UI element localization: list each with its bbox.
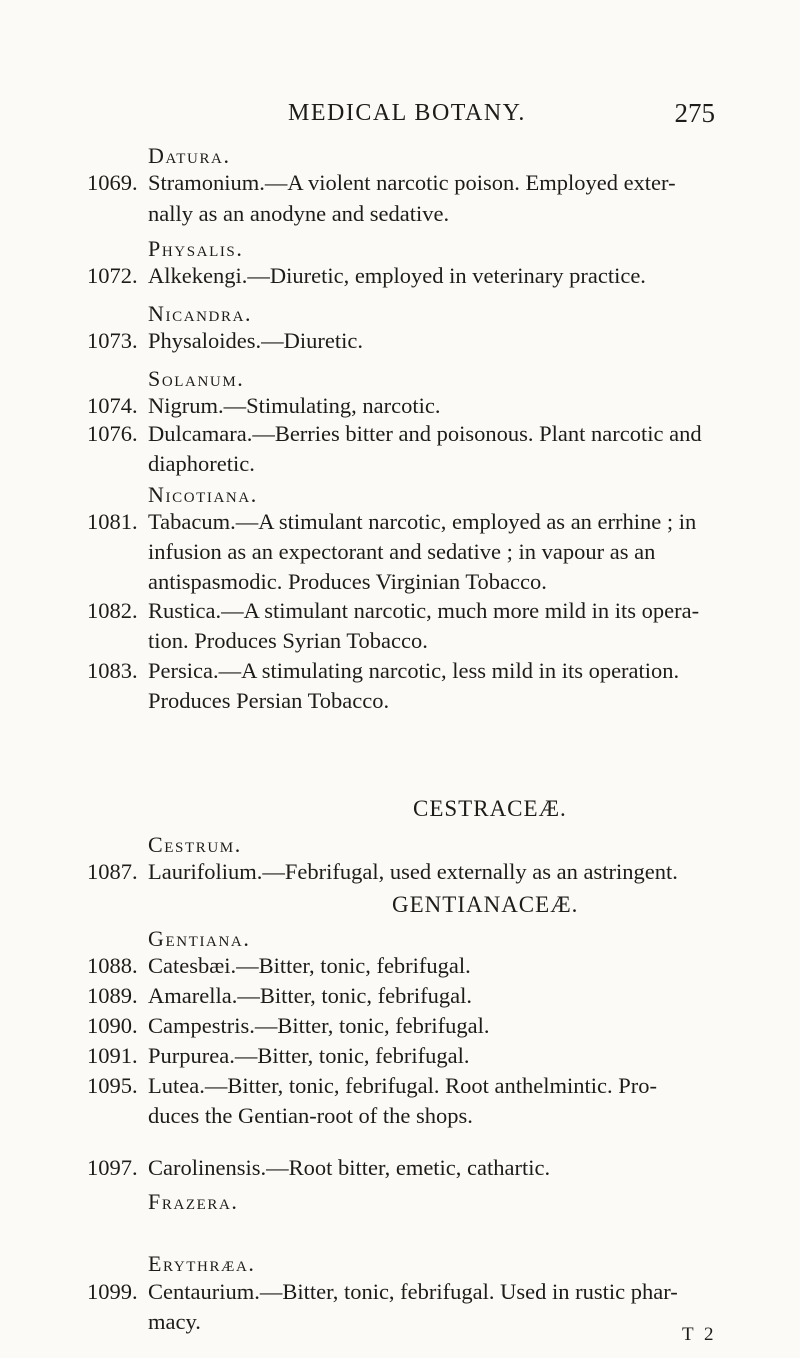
entry-number: 1097. xyxy=(87,1155,138,1180)
entry-number: 1081. xyxy=(87,509,138,534)
entry-text: Dulcamara.—Berries bitter and poisonous. Plant narcotic and xyxy=(148,421,702,446)
entry-text: Physaloides.—Diuretic. xyxy=(148,328,363,353)
entry-number: 1090. xyxy=(87,1013,138,1038)
entry-continuation: Produces Persian Tobacco. xyxy=(148,688,390,713)
genus-heading: Solanum. xyxy=(148,366,245,391)
entry-text: Persica.—A stimulating narcotic, less mild in its operation. xyxy=(148,658,680,683)
entry-number: 1099. xyxy=(87,1279,138,1304)
family-heading: CESTRACEÆ. xyxy=(413,796,567,821)
entry-text: Alkekengi.—Diuretic, employed in veterinary practice. xyxy=(148,263,646,288)
entry-number: 1095. xyxy=(87,1073,138,1098)
entry-text: Purpurea.—Bitter, tonic, febrifugal. xyxy=(148,1043,470,1068)
entry-number: 1074. xyxy=(87,393,138,418)
entry-text: Catesbæi.—Bitter, tonic, febrifugal. xyxy=(148,953,471,978)
entry-text: Nigrum.—Stimulating, narcotic. xyxy=(148,393,441,418)
entry-continuation: duces the Gentian-root of the shops. xyxy=(148,1103,473,1128)
genus-heading: Physalis. xyxy=(148,236,244,261)
entry-number: 1073. xyxy=(87,328,138,353)
entry-number: 1083. xyxy=(87,658,138,683)
entry-number: 1072. xyxy=(87,263,138,288)
entry-continuation: infusion as an expectorant and sedative ; in vapour as an xyxy=(148,539,656,564)
genus-heading: Frazera. xyxy=(148,1189,239,1214)
signature-mark: T 2 xyxy=(682,1324,717,1345)
entry-text: Rustica.—A stimulant narcotic, much more mild in its opera- xyxy=(148,598,700,623)
entry-continuation: antispasmodic. Produces Virginian Tobacco. xyxy=(148,569,547,594)
genus-heading: Nicandra. xyxy=(148,301,253,326)
entry-text: Campestris.—Bitter, tonic, febrifugal. xyxy=(148,1013,490,1038)
entry-continuation: tion. Produces Syrian Tobacco. xyxy=(148,628,428,653)
entry-text: Tabacum.—A stimulant narcotic, employed as an errhine ; in xyxy=(148,509,697,534)
entry-number: 1076. xyxy=(87,421,138,446)
entry-text: Laurifolium.—Febrifugal, used externally as an astringent. xyxy=(148,859,678,884)
entry-text: Amarella.—Bitter, tonic, febrifugal. xyxy=(148,983,472,1008)
entry-number: 1082. xyxy=(87,598,138,623)
genus-heading: Erythræa. xyxy=(148,1251,256,1276)
page-number: 275 xyxy=(674,98,715,128)
entry-number: 1089. xyxy=(87,983,138,1008)
entry-text: Carolinensis.—Root bitter, emetic, cathartic. xyxy=(148,1155,551,1180)
entry-number: 1088. xyxy=(87,953,138,978)
entry-continuation: nally as an anodyne and sedative. xyxy=(148,201,450,226)
running-head-title: MEDICAL BOTANY. xyxy=(288,100,526,126)
entry-text: Stramonium.—A violent narcotic poison. Employed exter- xyxy=(148,170,676,195)
running-head xyxy=(0,92,800,132)
entry-number: 1091. xyxy=(87,1043,138,1068)
entry-text: Centaurium.—Bitter, tonic, febrifugal. Used in rustic phar- xyxy=(148,1279,678,1304)
entry-continuation: diaphoretic. xyxy=(148,451,255,476)
entry-continuation: macy. xyxy=(148,1309,201,1334)
genus-heading: Gentiana. xyxy=(148,926,251,951)
entry-number: 1069. xyxy=(87,170,138,195)
genus-heading: Cestrum. xyxy=(148,832,242,857)
family-heading: GENTIANACEÆ. xyxy=(392,892,579,917)
genus-heading: Nicotiana. xyxy=(148,482,258,507)
entry-number: 1087. xyxy=(87,859,138,884)
entry-text: Lutea.—Bitter, tonic, febrifugal. Root anthelmintic. Pro- xyxy=(148,1073,657,1098)
genus-heading: Datura. xyxy=(148,143,231,168)
